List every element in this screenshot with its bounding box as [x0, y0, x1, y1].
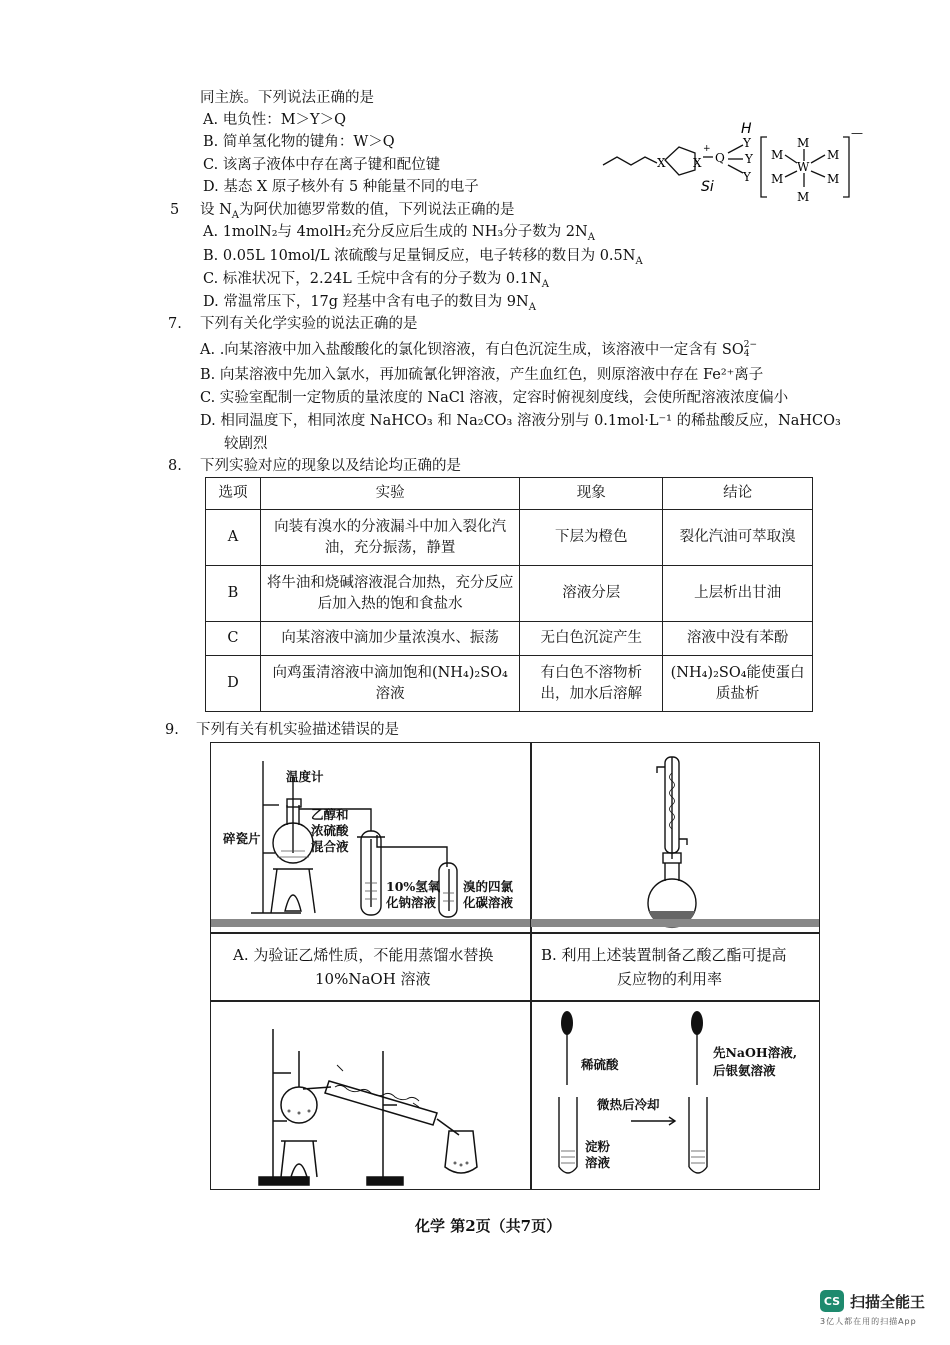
q5-option-b: B. 0.05L 10mol/L 浓硫酸与足量铜反应，电子转移的数目为 $0.5N_A$ [203, 248, 643, 267]
q4-option-b: B. 简单氢化物的键角：W＞Q [203, 134, 395, 150]
row-c-phenomenon: 无白色沉淀产生 [520, 622, 663, 656]
q8-table [205, 477, 813, 712]
q5-stem: 设 $N_A$为阿伏加德罗常数的值，下列说法正确的是 [200, 202, 515, 221]
label-starch-1: 淀粉 [585, 1139, 611, 1154]
row-b-conclusion: 上层析出甘油 [663, 566, 813, 622]
row-a-option: A [206, 510, 261, 566]
q5-number: 5 [170, 202, 180, 218]
atom-x-1: X [657, 156, 666, 170]
atom-m-ul: M [771, 148, 784, 162]
q7-option-d-line1: D. 相同温度下，相同浓度 NaHCO₃ 和 Na₂CO₃ 溶液分别与 0.1mol·L⁻¹ 的稀盐酸反应，NaHCO₃ [200, 413, 841, 429]
table-row [206, 566, 813, 622]
label-dilute-sulfuric-acid: 稀硫酸 [581, 1057, 619, 1072]
row-b-option: B [206, 566, 261, 622]
row-a-conclusion: 裂化汽油可萃取溴 [663, 510, 813, 566]
label-naoh-1: 10%氢氧 [386, 879, 441, 894]
caption-b-line1: B. 利用上述装置制备乙酸乙酯可提高 [541, 946, 787, 964]
starch-hydrolysis-drawing [531, 1001, 819, 1189]
handwriting-si: Si [701, 179, 714, 195]
q8-number: 8. [168, 458, 182, 474]
q7-option-c: C. 实验室配制一定物质的量浓度的 NaCl 溶液，定容时俯视刻度线，会使所配溶液浓度偏小 [200, 390, 789, 406]
atom-m-ll: M [771, 172, 784, 186]
label-silver-ammonia: 后银氨溶液 [713, 1063, 776, 1078]
atom-y-3: Y [743, 170, 751, 184]
q9-number: 9. [165, 722, 179, 738]
panel-c-apparatus [210, 1000, 532, 1190]
q4-stem-tail: 同主族。下列说法正确的是 [200, 90, 374, 106]
atom-m-ur: M [827, 148, 840, 162]
handwriting-h: H [741, 121, 752, 137]
row-a-experiment: 向装有溴水的分液漏斗中加入裂化汽油，充分振荡，静置 [260, 510, 520, 566]
table-row [206, 510, 813, 566]
q7-stem: 下列有关化学实验的说法正确的是 [200, 316, 418, 332]
row-c-conclusion: 溶液中没有苯酚 [663, 622, 813, 656]
row-a-phenomenon: 下层为橙色 [520, 510, 663, 566]
q7-option-d-line2: 较剧烈 [224, 436, 268, 452]
label-naoh-2: 化钠溶液 [386, 895, 437, 910]
panel-a-caption [210, 932, 532, 1002]
label-mixture-1: 乙醇和 [311, 807, 349, 822]
panel-d-apparatus [530, 1000, 820, 1190]
header-option: 选项 [206, 478, 261, 510]
atom-m-top: M [797, 136, 810, 150]
q4-option-c: C. 该离子液体中存在离子键和配位键 [203, 157, 441, 173]
atom-m-lr: M [827, 172, 840, 186]
distillation-apparatus-drawing [211, 1001, 531, 1189]
reflux-condenser-drawing [531, 743, 819, 933]
panel-b-apparatus [530, 742, 820, 934]
row-c-option: C [206, 622, 261, 656]
label-mixture-2: 浓硫酸 [311, 823, 349, 838]
label-thermometer: 温度计 [286, 769, 324, 784]
q4-option-a: A. 电负性：M＞Y＞Q [203, 112, 346, 128]
label-bromine-1: 溴的四氯 [463, 879, 514, 894]
label-mixture-3: 混合液 [311, 839, 349, 854]
label-porcelain-chips: 碎瓷片 [223, 831, 261, 846]
header-experiment: 实验 [260, 478, 520, 510]
row-b-phenomenon: 溶液分层 [520, 566, 663, 622]
atom-m-bottom: M [797, 190, 810, 204]
row-c-experiment: 向某溶液中滴加少量浓溴水、振荡 [260, 622, 520, 656]
atom-y-1: Y [743, 136, 751, 150]
header-conclusion: 结论 [663, 478, 813, 510]
panel-a-apparatus [210, 742, 532, 934]
scanner-brand: 扫描全能王 [850, 1292, 926, 1311]
row-d-conclusion: (NH₄)₂SO₄能使蛋白质盐析 [663, 656, 813, 712]
q9-stem: 下列有关有机实验描述错误的是 [196, 722, 399, 738]
q5-option-d: D. 常温常压下，17g 羟基中含有电子的数目为 $9N_A$ [203, 294, 536, 313]
q7-number: 7. [168, 316, 182, 332]
row-d-experiment: 向鸡蛋清溶液中滴加饱和(NH₄)₂SO₄溶液 [260, 656, 520, 712]
header-phenomenon: 现象 [520, 478, 663, 510]
atom-x-2: X [693, 156, 702, 170]
label-bromine-2: 化碳溶液 [463, 895, 514, 910]
scanner-tagline: 3亿人都在用的扫描App [820, 1317, 917, 1326]
row-d-option: D [206, 656, 261, 712]
q8-stem: 下列实验对应的现象以及结论均正确的是 [200, 458, 461, 474]
label-naoh-first: 先NaOH溶液, [713, 1045, 798, 1060]
table-row [206, 622, 813, 656]
caption-b-line2: 反应物的利用率 [617, 970, 723, 988]
q5-option-c: C. 标准状况下，2.24L 壬烷中含有的分子数为 $0.1N_A$ [203, 271, 549, 290]
atom-y-2: Y [745, 152, 753, 166]
caption-a-line2: 10%NaOH 溶液 [315, 970, 431, 988]
atom-w: W [797, 160, 810, 174]
q7-option-b: B. 向某溶液中先加入氯水，再加硫氰化钾溶液，产生血红色，则原溶液中存在 Fe²⁺离子 [200, 367, 764, 383]
page-footer: 化学 第2页（共7页） [415, 1217, 562, 1235]
ionic-liquid-structure [595, 115, 870, 215]
scanner-watermark [820, 1290, 925, 1327]
label-warm-then-cool: 微热后冷却 [597, 1097, 660, 1112]
scanner-logo-icon: CS [820, 1290, 844, 1312]
q7-option-a: A. .向某溶液中加入盐酸酸化的氯化钡溶液，有白色沉淀生成，该溶液中一定含有 SO 2− 4 [200, 340, 758, 359]
charge-minus: — [851, 126, 863, 140]
label-starch-2: 溶液 [585, 1155, 611, 1170]
charge-plus: + [703, 144, 711, 154]
caption-a-line1: A. 为验证乙烯性质，不能用蒸馏水替换 [233, 946, 494, 964]
panel-b-caption [530, 932, 820, 1002]
q5-option-a: A. 1molN₂与 4molH₂充分反应后生成的 NH₃分子数为 $2N_A$ [203, 224, 595, 243]
row-b-experiment: 将牛油和烧碱溶液混合加热，充分反应后加入热的饱和食盐水 [260, 566, 520, 622]
atom-q: Q [715, 151, 725, 165]
table-row [206, 656, 813, 712]
row-d-phenomenon: 有白色不溶物析出，加水后溶解 [520, 656, 663, 712]
q4-option-d: D. 基态 X 原子核外有 5 种能量不同的电子 [203, 179, 479, 195]
